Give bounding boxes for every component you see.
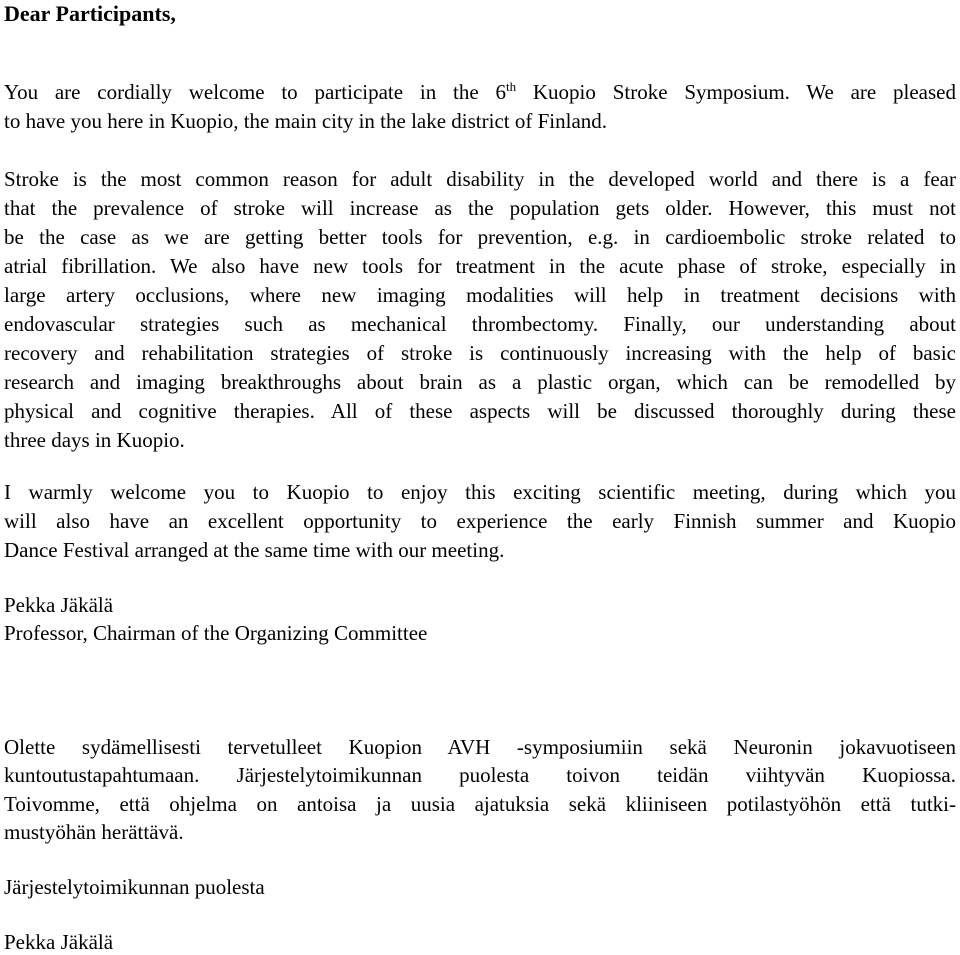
- paragraph-2-line: be the case as we are getting better tools for prevention, e.g. in cardioembolic stroke related to: [4, 225, 956, 249]
- paragraph-2-line: physical and cognitive therapies. All of these aspects will be discussed thoroughly during these: [4, 399, 956, 423]
- ordinal-suffix: th: [505, 79, 517, 94]
- paragraph-1-line-1: You are cordially welcome to participate in the 6th Kuopio Stroke Symposium. We are pleased: [4, 79, 956, 104]
- finnish-paragraph-line: kuntoutustapahtumaan. Järjestelytoimikunnan puolesta toivon teidän viihtyvän Kuopiossa.: [4, 763, 956, 787]
- finnish-closing: Järjestelytoimikunnan puolesta: [4, 875, 265, 899]
- greeting: Dear Participants,: [4, 1, 176, 26]
- paragraph-3-line: will also have an excellent opportunity to experience the early Finnish summer and Kuopio: [4, 509, 956, 533]
- paragraph-2-line: research and imaging breakthroughs about brain as a plastic organ, which can be remodelled by: [4, 370, 956, 394]
- signature-name: Pekka Jäkälä: [4, 593, 114, 617]
- finnish-signature-name: Pekka Jäkälä: [4, 930, 114, 954]
- paragraph-2-line: three days in Kuopio.: [4, 428, 185, 452]
- paragraph-2-line: Stroke is the most common reason for adult disability in the developed world and there is a fear: [4, 167, 956, 191]
- finnish-paragraph-line: Olette sydämellisesti tervetulleet Kuopion AVH -symposiumiin sekä Neuronin jokavuotiseen: [4, 735, 956, 759]
- paragraph-2-line: large artery occlusions, where new imaging modalities will help in treatment decisions with: [4, 283, 956, 307]
- paragraph-3-line: I warmly welcome you to Kuopio to enjoy this exciting scientific meeting, during which you: [4, 480, 956, 504]
- paragraph-2-line: that the prevalence of stroke will increase as the population gets older. However, this must not: [4, 196, 956, 220]
- finnish-paragraph-line: mustyöhän herättävä.: [4, 820, 184, 844]
- paragraph-2-line: recovery and rehabilitation strategies of stroke is continuously increasing with the help of basic: [4, 341, 956, 365]
- finnish-paragraph-line: Toivomme, että ohjelma on antoisa ja uusia ajatuksia sekä kliiniseen potilastyöhön että tutki-: [4, 792, 956, 816]
- paragraph-2-line: atrial fibrillation. We also have new tools for treatment in the acute phase of stroke, especially in: [4, 254, 956, 278]
- paragraph-1-line-2: to have you here in Kuopio, the main city in the lake district of Finland.: [4, 109, 608, 133]
- paragraph-3-line: Dance Festival arranged at the same time with our meeting.: [4, 538, 505, 562]
- signature-title: Professor, Chairman of the Organizing Committee: [4, 621, 428, 645]
- paragraph-2-line: endovascular strategies such as mechanical thrombectomy. Finally, our understanding about: [4, 312, 956, 336]
